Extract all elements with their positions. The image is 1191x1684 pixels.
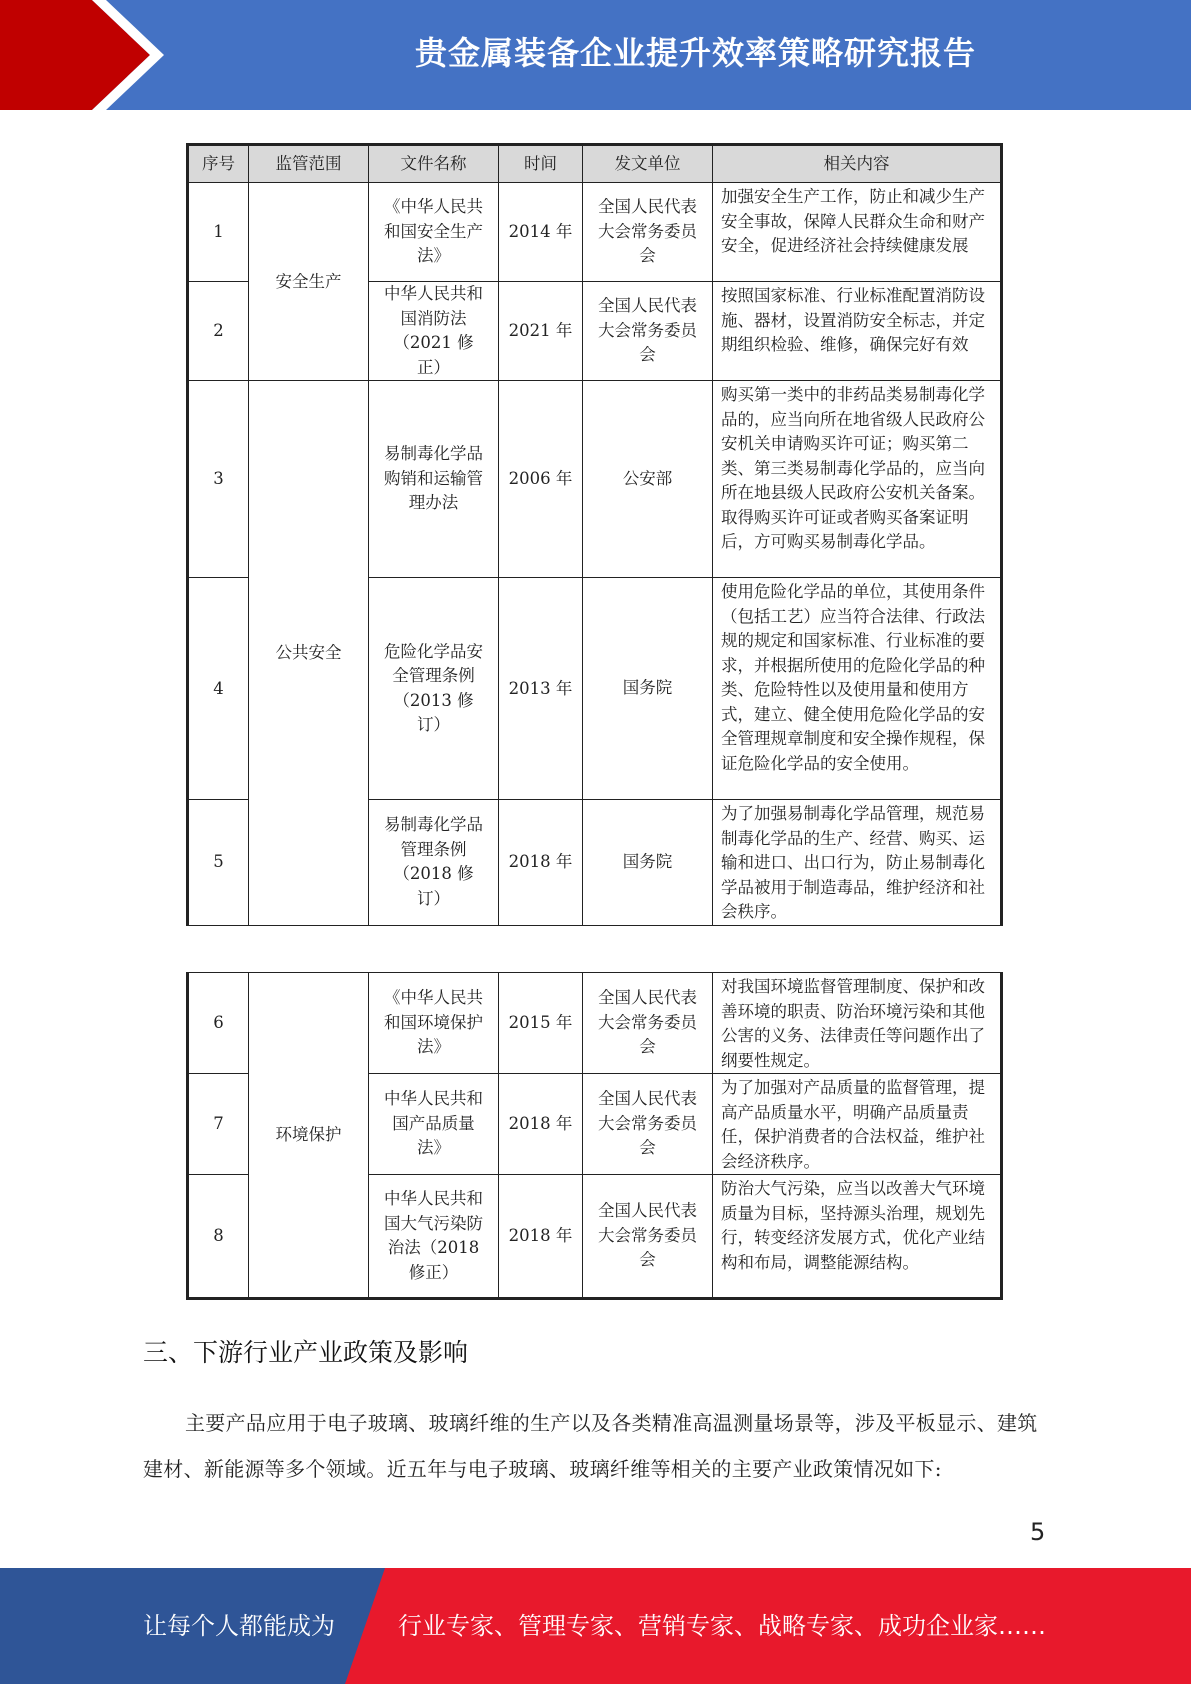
cell-name: 中华人民共和国大气污染防治法（2018 修正） xyxy=(369,1175,499,1299)
cell-time: 2006 年 xyxy=(499,381,583,578)
cell-issuer: 全国人民代表大会常务委员会 xyxy=(583,1074,713,1175)
footer-slogan-left: 让每个人都能成为 xyxy=(143,1612,335,1640)
cell-scope: 公共安全 xyxy=(249,381,369,926)
cell-content: 购买第一类中的非药品类易制毒化学品的，应当向所在地省级人民政府公安机关申请购买许可证；购买第二类、第三类易制毒化学品的，应当向所在地县级人民政府公安机关备案。取得购买许可证或者购买备案证明后，方可购买易制毒化学品。 xyxy=(713,381,1002,578)
cell-name: 《中华人民共和国安全生产法》 xyxy=(369,183,499,282)
cell-time: 2015 年 xyxy=(499,973,583,1074)
footer-banner xyxy=(0,1568,1191,1684)
cell-scope: 安全生产 xyxy=(249,183,369,381)
report-title: 贵金属装备企业提升效率策略研究报告 xyxy=(414,34,976,72)
col-header-content: 相关内容 xyxy=(713,145,1002,183)
page-number: 5 xyxy=(1030,1518,1046,1546)
cell-time: 2018 年 xyxy=(499,800,583,926)
cell-issuer: 全国人民代表大会常务委员会 xyxy=(583,973,713,1074)
col-header-issuer: 发文单位 xyxy=(583,145,713,183)
table-header-row xyxy=(188,145,1002,183)
cell-issuer: 全国人民代表大会常务委员会 xyxy=(583,282,713,381)
cell-content: 防治大气污染，应当以改善大气环境质量为目标，坚持源头治理，规划先行，转变经济发展方式，优化产业结构和布局，调整能源结构。 xyxy=(713,1175,1002,1299)
cell-content: 对我国环境监督管理制度、保护和改善环境的职责、防治环境污染和其他公害的义务、法律责任等问题作出了纲要性规定。 xyxy=(713,973,1002,1074)
cell-name: 《中华人民共和国环境保护法》 xyxy=(369,973,499,1074)
header-banner xyxy=(0,0,1191,110)
cell-issuer: 国务院 xyxy=(583,578,713,800)
cell-time: 2021 年 xyxy=(499,282,583,381)
section-heading: 三、下游行业产业政策及影响 xyxy=(143,1338,469,1367)
cell-scope: 环境保护 xyxy=(249,973,369,1299)
cell-time: 2018 年 xyxy=(499,1175,583,1299)
col-header-no: 序号 xyxy=(188,145,249,183)
body-paragraph: 主要产品应用于电子玻璃、玻璃纤维的生产以及各类精准高温测量场景等，涉及平板显示、建筑建材、新能源等多个领域。近五年与电子玻璃、玻璃纤维等相关的主要产业政策情况如下: xyxy=(143,1411,1038,1481)
table-row xyxy=(188,973,1002,1074)
cell-no: 6 xyxy=(188,973,249,1074)
cell-time: 2018 年 xyxy=(499,1074,583,1175)
cell-no: 7 xyxy=(188,1074,249,1175)
cell-content: 加强安全生产工作，防止和减少生产安全事故，保障人民群众生命和财产安全，促进经济社会持续健康发展 xyxy=(713,183,1002,282)
cell-time: 2013 年 xyxy=(499,578,583,800)
cell-name: 易制毒化学品管理条例（2018 修订） xyxy=(369,800,499,926)
cell-content: 按照国家标准、行业标准配置消防设施、器材，设置消防安全标志，并定期组织检验、维修，确保完好有效 xyxy=(713,282,1002,381)
cell-no: 1 xyxy=(188,183,249,282)
cell-name: 危险化学品安全管理条例（2013 修订） xyxy=(369,578,499,800)
cell-issuer: 公安部 xyxy=(583,381,713,578)
regulation-table-part-1 xyxy=(186,143,1003,926)
cell-no: 2 xyxy=(188,282,249,381)
cell-content: 为了加强对产品质量的监督管理，提高产品质量水平，明确产品质量责任，保护消费者的合法权益，维护社会经济秩序。 xyxy=(713,1074,1002,1175)
cell-no: 8 xyxy=(188,1175,249,1299)
cell-no: 5 xyxy=(188,800,249,926)
cell-issuer: 全国人民代表大会常务委员会 xyxy=(583,1175,713,1299)
cell-issuer: 国务院 xyxy=(583,800,713,926)
cell-name: 中华人民共和国消防法（2021 修正） xyxy=(369,282,499,381)
table-row xyxy=(188,183,1002,282)
table-row xyxy=(188,381,1002,578)
cell-time: 2014 年 xyxy=(499,183,583,282)
col-header-time: 时间 xyxy=(499,145,583,183)
cell-name: 中华人民共和国产品质量法》 xyxy=(369,1074,499,1175)
cell-no: 3 xyxy=(188,381,249,578)
col-header-scope: 监管范围 xyxy=(249,145,369,183)
footer-slogan-right: 行业专家、管理专家、营销专家、战略专家、成功企业家…… xyxy=(398,1612,1046,1640)
cell-content: 为了加强易制毒化学品管理，规范易制毒化学品的生产、经营、购买、运输和进口、出口行为，防止易制毒化学品被用于制造毒品，维护经济和社会秩序。 xyxy=(713,800,1002,926)
cell-name: 易制毒化学品购销和运输管理办法 xyxy=(369,381,499,578)
cell-content: 使用危险化学品的单位，其使用条件（包括工艺）应当符合法律、行政法规的规定和国家标准、行业标准的要求，并根据所使用的危险化学品的种类、危险特性以及使用量和使用方式，建立、健全使用危险化学品的安全管理规章制度和安全操作规程，保证危险化学品的安全使用。 xyxy=(713,578,1002,800)
regulation-table-part-2 xyxy=(186,972,1003,1300)
cell-issuer: 全国人民代表大会常务委员会 xyxy=(583,183,713,282)
cell-no: 4 xyxy=(188,578,249,800)
col-header-name: 文件名称 xyxy=(369,145,499,183)
